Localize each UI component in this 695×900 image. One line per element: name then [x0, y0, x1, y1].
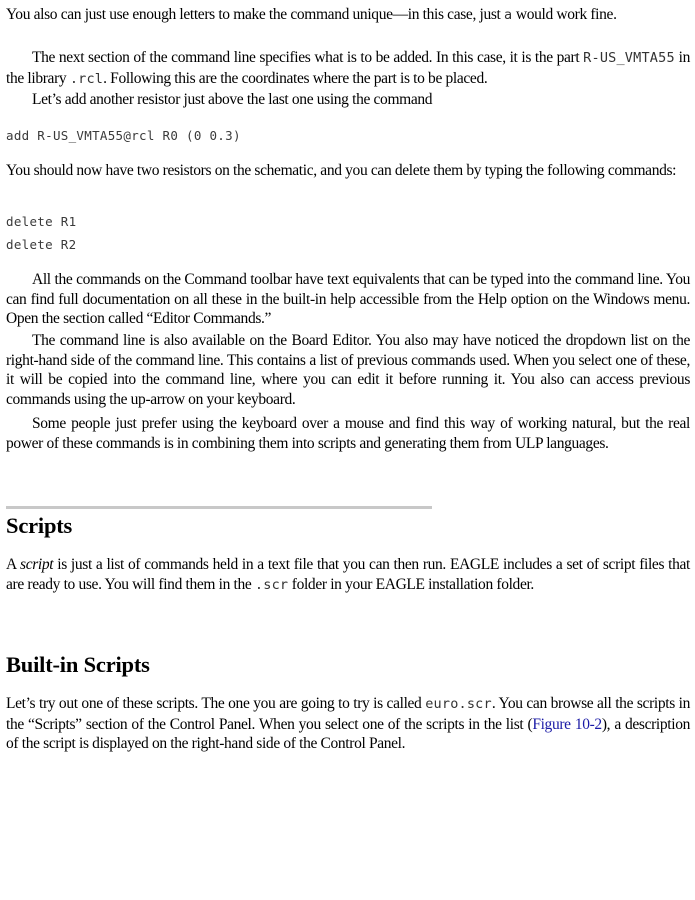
paragraph-add-resistor: Let’s add another resistor just above the last one using the command [32, 91, 433, 108]
paragraph-builtin-scripts: Let’s try out one of these scripts. The one you are going to try is called euro.scr. You can browse all the scripts in the “Scripts” section of the Control Panel. When you select one of the scripts in the list (Figure 10-2), a description of the script is displayed on the right-hand side of the Control Panel. [6, 695, 691, 753]
paragraph-command-part: The next section of the command line specifies what is to be added. In this case, it is the part R-US_VMTA55 in the library .rcl. Following this are the coordinates where the part is to be placed. [6, 49, 690, 87]
section-divider [6, 506, 432, 509]
paragraph-scripts-intro: A script is just a list of commands held in a text file that you can then run. EAGLE includes a set of script files that are ready to use. You will find them in the .scr folder in your EAGLE installation folder. [6, 556, 691, 593]
command-delete-r2: delete R2 [6, 237, 77, 252]
figure-link[interactable]: Figure 10-2 [532, 715, 602, 733]
inline-code-scr: .scr [254, 576, 289, 593]
command-delete-r1: delete R1 [6, 214, 77, 229]
inline-code-part: R-US_VMTA55 [583, 50, 675, 66]
heading-scripts: Scripts [6, 513, 73, 538]
inline-code: a [504, 7, 513, 23]
paragraph-delete-intro: You should now have two resistors on the schematic, and you can delete them by typing the following commands: [6, 162, 677, 179]
inline-code-library: .rcl [69, 70, 104, 87]
heading-builtin-scripts: Built-in Scripts [6, 652, 150, 677]
paragraph-keyboard: Some people just prefer using the keyboard over a mouse and find this way of working natural, but the real power of these commands is in combining them into scripts and generating them from ULP languages. [6, 415, 690, 452]
emphasis-script: script [20, 556, 54, 573]
command-add-resistor: add R-US_VMTA55@rcl R0 (0 0.3) [6, 128, 241, 143]
paragraph-board-editor: The command line is also available on the Board Editor. You also may have noticed the dropdown list on the right-hand side of the command line. This contains a list of previous commands used. When you select one of these, it will be copied into the command line, where you can edit it before running it. You also can access previous commands using the up-arrow on your keyboard. [6, 332, 690, 409]
inline-code-euro: euro.scr [425, 696, 492, 712]
paragraph-command-toolbar: All the commands on the Command toolbar have text equivalents that can be typed into the command line. You can find full documentation on all these in the built-in help accessible from the Help option on the Windows menu. Open the section called “Editor Commands.” [6, 271, 690, 328]
paragraph-command-abbreviation: You also can just use enough letters to make the command unique—in this case, just a would work fine. [6, 6, 617, 23]
